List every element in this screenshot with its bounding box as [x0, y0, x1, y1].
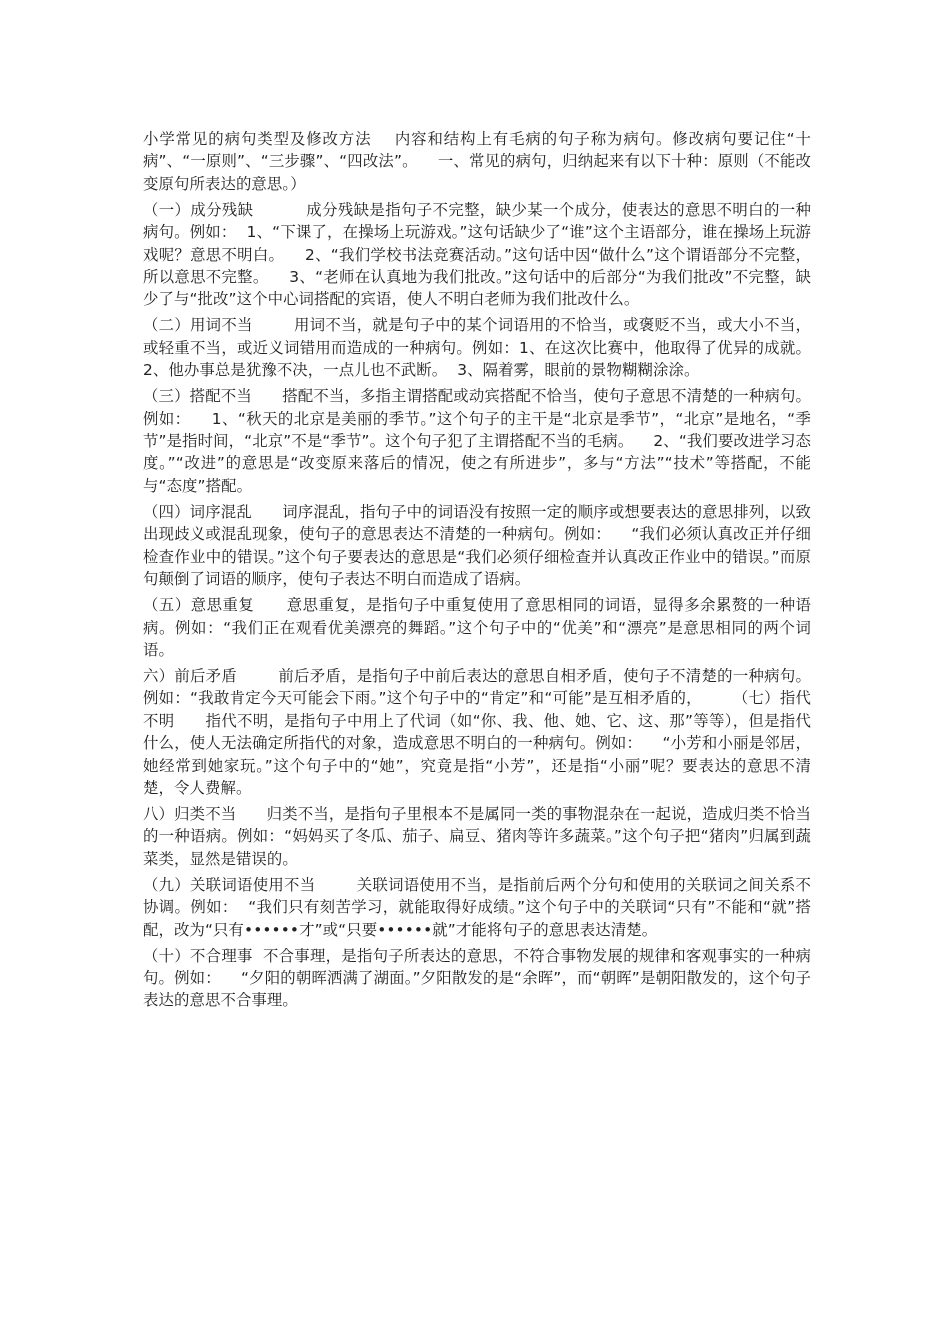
section-2-paragraph: （二）用词不当 用词不当，就是句子中的某个词语用的不恰当，或褒贬不当，或大小不当，或轻重不当，或近义词错用而造成的一种病句。例如：1、在这次比赛中，他取得了优异的成就。2、他办事总是犹豫不决，一点儿也不武断。 3、隔着雾，眼前的景物糊糊涂涂。	[143, 316, 811, 380]
section-3-paragraph: （三）搭配不当 搭配不当，多指主谓搭配或动宾搭配不恰当，使句子意思不清楚的一种病句。例如： 1、“秋天的北京是美丽的季节。”这个句子的主干是“北京是季节”，“北京”是地名，“季节”是指时间，“北京”不是“季节”。这个句子犯了主谓搭配不当的毛病。 2、“我们要改进学习态度。”“改进”的意思是“改变原来落后的情况，使之有所进步”，多与“方法”“技术”等搭配，不能与“态度”搭配。	[143, 387, 811, 495]
section-5-paragraph: （五）意思重复 意思重复，是指句子中重复使用了意思相同的词语，显得多余累赘的一种语病。例如：“我们正在观看优美漂亮的舞蹈。”这个句子中的“优美”和“漂亮”是意思相同的两个词语。	[143, 596, 811, 659]
section-10-paragraph: （十）不合理事 不合事理，是指句子所表达的意思，不符合事物发展的规律和客观事实的一种病句。例如： “夕阳的朝晖洒满了湖面。”夕阳散发的是“余晖”，而“朝晖”是朝阳散发的，这个句子表达的意思不合事理。	[143, 946, 811, 1010]
section-6-7-paragraph: 六）前后矛盾 前后矛盾，是指句子中前后表达的意思自相矛盾，使句子不清楚的一种病句。例如：“我敢肯定今天可能会下雨。”这个句子中的“肯定”和“可能”是互相矛盾的， （七）指代不明 指代不明，是指句子中用上了代词（如“你、我、他、她、它、这、那”等等），但是指代什么，使人无法确定所指代的对象，造成意思不明白的一种病句。例如： “小芳和小丽是邻居，她经常到她家玩。”这个句子中的“她”，究竟是指“小芳”，还是指“小丽”呢？要表达的意思不清楚，令人费解。	[143, 666, 811, 797]
section-9-paragraph: （九）关联词语使用不当 关联词语使用不当，是指前后两个分句和使用的关联词之间关系不协调。例如： “我们只有刻苦学习，就能取得好成绩。”这个句子中的关联词“只有”不能和“就”搭配，改为“只有••••••才”或“只要••••••就”才能将句子的意思表达清楚。	[143, 875, 811, 939]
section-8-paragraph: 八）归类不当 归类不当，是指句子里根本不是属同一类的事物混杂在一起说，造成归类不恰当的一种语病。例如：“妈妈买了冬瓜、茄子、扁豆、猪肉等许多蔬菜。”这个句子把“猪肉”归属到蔬菜类，显然是错误的。	[143, 804, 811, 868]
section-4-paragraph: （四）词序混乱 词序混乱，指句子中的词语没有按照一定的顺序或想要表达的意思排列，以致出现歧义或混乱现象，使句子的意思表达不清楚的一种病句。例如： “我们必须认真改正并仔细检查作业中的错误。”这个句子要表达的意思是“我们必须仔细检查并认真改正作业中的错误。”而原句颠倒了词语的顺序，使句子表达不明白而造成了语病。	[143, 502, 811, 589]
section-1-paragraph: （一）成分残缺 成分残缺是指句子不完整，缺少某一个成分，使表达的意思不明白的一种病句。例如： 1、“下课了，在操场上玩游戏。”这句话缺少了“谁”这个主语部分，谁在操场上玩游戏呢？意思不明白。 2、“我们学校书法竞赛活动。”这句话中因“做什么”这个谓语部分不完整，所以意思不完整。 3、“老师在认真地为我们批改。”这句话中的后部分“为我们批改”不完整，缺少了与“批改”这个中心词搭配的宾语，使人不明白老师为我们批改什么。	[143, 200, 811, 309]
intro-paragraph: 小学常见的病句类型及修改方法 内容和结构上有毛病的句子称为病句。修改病句要记住“十病”、“一原则”、“三步骤”、“四改法”。 一、常见的病句，归纳起来有以下十种：原则（不能改变原句所表达的意思。）	[143, 130, 811, 193]
document-body	[143, 128, 811, 1015]
